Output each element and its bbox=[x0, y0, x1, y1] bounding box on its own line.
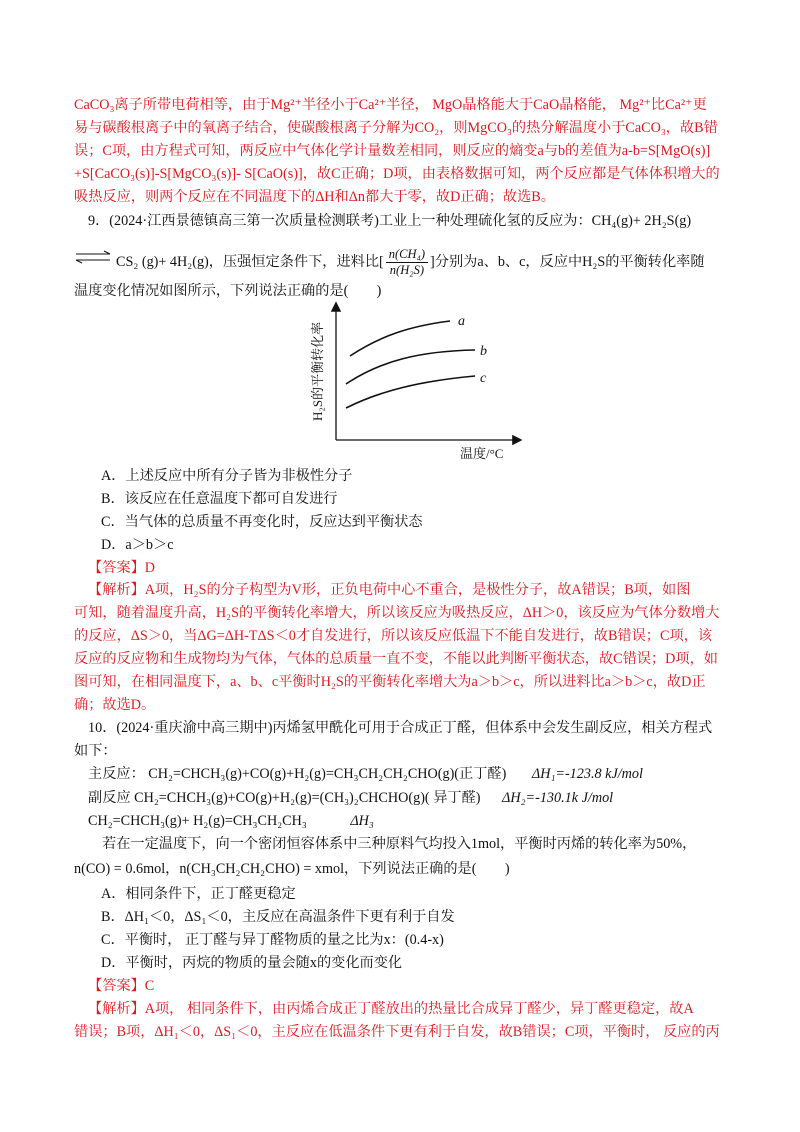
q10-option-b: B．ΔH₁＜0，ΔS₁＜0，主反应在高温条件下更有利于自发 bbox=[101, 909, 455, 925]
q10-condition-line-2: n(CO) = 0.6mol，n(CH₃CH₂CH₂CHO) = xmol，下列说法正确的是( ) bbox=[74, 861, 510, 877]
q9-option-a: A．上述反应中所有分子皆为非极性分子 bbox=[101, 468, 353, 484]
prev-analysis-line-5: 吸热反应，则两个反应在不同温度下的ΔH和Δn都大于零，故D正确；故选B。 bbox=[74, 189, 555, 205]
frac-denominator: n(H₂S) bbox=[389, 263, 424, 277]
q9-stem-2b: ]分别为a、b、c，反应中H₂S的平衡转化率随 bbox=[430, 253, 705, 270]
q10-option-c: C．平衡时， 正丁醛与异丁醛物质的量之比为x：(0.4-x) bbox=[101, 932, 444, 948]
q10-answer: 【答案】C bbox=[88, 978, 155, 994]
main-reaction-equation: 主反应： CH₂=CHCH₃(g)+CO(g)+H₂(g)=CH₃CH₂CH₂CHO(g)(正丁醛) bbox=[88, 766, 507, 782]
q9-option-d: D．a＞b＞c bbox=[101, 537, 174, 553]
q9-answer: 【答案】D bbox=[88, 560, 155, 576]
q10-option-a: A．相同条件下，正丁醛更稳定 bbox=[101, 886, 296, 902]
frac-numerator: n(CH₄) bbox=[386, 247, 428, 263]
side-reaction-enthalpy: ΔH₂=-130.1k J/mol bbox=[502, 790, 614, 806]
y-axis-label: H₂S的平衡转化率 bbox=[310, 321, 325, 421]
q9-analysis-line-4: 反应的反应物和生成物均为气体，气体的总质量一直不变，不能以此判断平衡状态，故C错误；D项，如 bbox=[74, 651, 718, 667]
q10-side-reaction bbox=[88, 788, 740, 808]
series-label-b: b bbox=[480, 344, 487, 359]
series-label-c: c bbox=[480, 371, 487, 386]
q10-option-d: D．平衡时，丙烷的物质的量会随x的变化而变化 bbox=[101, 955, 403, 971]
prev-analysis-line-4: +S[CaCO₃(s)]-S[MgCO₃(s)]- S[CaO(s)]，故C正确；D项，由表格数据可知，两个反应都是气体体积增大的 bbox=[74, 166, 720, 182]
side-reaction-equation: 副反应 CH₂=CHCH₃(g)+CO(g)+H₂(g)=(CH₃)₂CHCHO(g)( 异丁醛) bbox=[88, 790, 481, 806]
third-reaction-equation: CH₂=CHCH₃(g)+ H₂(g)=CH₃CH₂CH₃ bbox=[88, 813, 307, 829]
q10-analysis-line-1: 【解析】A项， 相同条件下，由丙烯合成正丁醛放出的热量比合成异丁醛少，异丁醛更稳定，故A bbox=[88, 1001, 694, 1017]
q10-main-reaction bbox=[88, 764, 740, 784]
q9-stem-line-3: 温度变化情况如图所示，下列说法正确的是( ) bbox=[74, 283, 382, 299]
equilibrium-arrow-icon bbox=[74, 250, 112, 264]
series-line-a bbox=[350, 321, 450, 356]
q9-analysis-line-5: 图可知，在相同温度下，a、b、c平衡时H₂S的平衡转化率增大为a＞b＞c，所以进料比a＞b＞c，故D正 bbox=[74, 674, 706, 690]
conversion-chart bbox=[300, 296, 530, 464]
series-line-c bbox=[346, 376, 475, 408]
q9-analysis-line-6: 确；故选D。 bbox=[74, 697, 156, 713]
main-reaction-enthalpy: ΔH₁=-123.8 kJ/mol bbox=[531, 766, 643, 782]
series-label-a: a bbox=[458, 314, 465, 329]
q9-stem-line-1: 9．(2024·江西景德镇高三第一次质量检测联考)工业上一种处理硫化氢的反应为：CH₄(g)+ 2H₂S(g) bbox=[88, 213, 692, 229]
q9-stem-line-2 bbox=[116, 247, 726, 278]
q10-condition-line-1: 若在一定温度下，向一个密闭恒容体系中三种原料气均投入1mol，平衡时丙烯的转化率为50%， bbox=[102, 836, 697, 852]
series-line-b bbox=[346, 350, 475, 384]
prev-analysis-line-1: CaCO₃离子所带电荷相等，由于Mg²⁺半径小于Ca²⁺半径， MgO晶格能大于CaO晶格能， Mg²⁺比Ca²⁺更 bbox=[74, 97, 707, 113]
prev-analysis-line-3: 误；C项，由方程式可知，两反应中气体化学计量数差相同，则反应的熵变a与b的差值为a-b=S[MgO(s)] bbox=[74, 143, 711, 159]
q9-analysis-line-2: 可知，随着温度升高，H₂S的平衡转化率增大，所以该反应为吸热反应，ΔH＞0，该反应为气体分数增大 bbox=[74, 605, 720, 621]
q9-option-b: B．该反应在任意温度下都可自发进行 bbox=[101, 491, 338, 507]
q9-analysis-line-3: 的反应，ΔS＞0，当ΔG=ΔH-TΔS＜0才自发进行，所以该反应低温下不能自发进行，故B错误；C项，该 bbox=[74, 628, 713, 644]
x-axis-label: 温度/°C bbox=[460, 446, 504, 461]
q10-third-reaction bbox=[88, 811, 740, 831]
feed-ratio-fraction bbox=[386, 247, 428, 278]
q10-stem-line-1: 10．(2024·重庆渝中高三期中)丙烯氢甲酰化可用于合成正丁醛，但体系中会发生副反应，相关方程式 bbox=[88, 720, 713, 736]
third-reaction-enthalpy: ΔH₃ bbox=[350, 813, 374, 829]
q10-stem-line-2: 如下： bbox=[74, 743, 117, 759]
q9-analysis-line-1: 【解析】A项，H₂S的分子构型为V形，正负电荷中心不重合，是极性分子，故A错误；B项，如图 bbox=[88, 582, 691, 598]
q9-stem-2a: CS₂ (g)+ 4H₂(g)，压强恒定条件下，进料比[ bbox=[116, 253, 384, 270]
prev-analysis-line-2: 易与碳酸根离子中的氧离子结合，使碳酸根离子分解为CO₂，则MgCO₃的热分解温度小于CaCO₃，故B错 bbox=[74, 120, 718, 136]
q10-analysis-line-2: 错误；B项，ΔH₁＜0，ΔS₁＜0，主反应在低温条件下更有利于自发，故B错误；C项，平衡时， 反应的丙 bbox=[74, 1024, 720, 1040]
q9-option-c: C．当气体的总质量不再变化时，反应达到平衡状态 bbox=[101, 514, 423, 530]
